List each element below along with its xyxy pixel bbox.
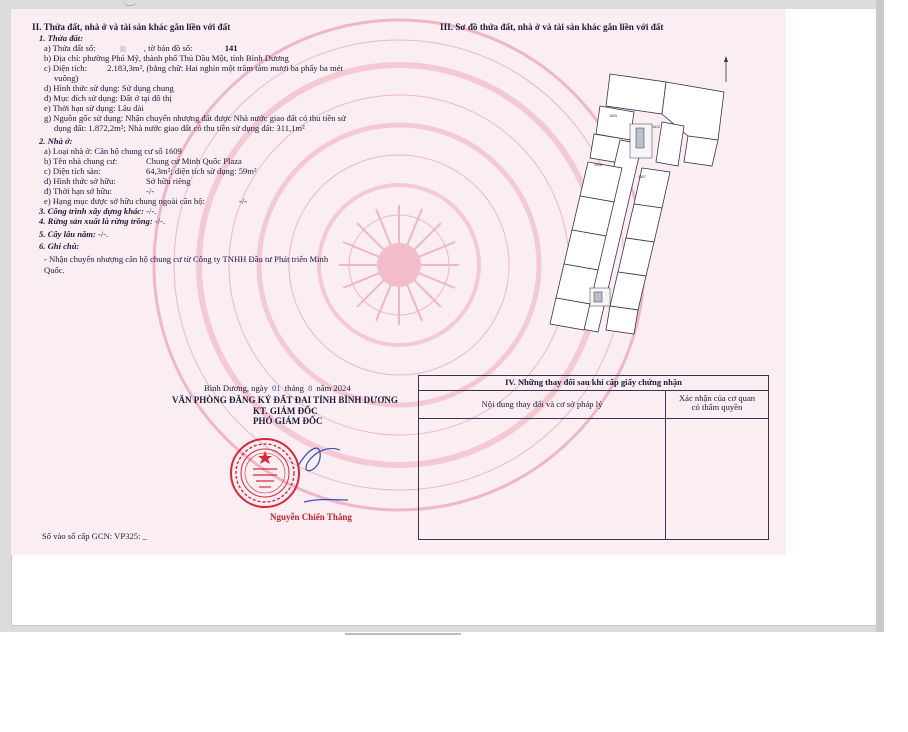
item4-label: 4. Rừng sản xuất là rừng trồng: — [39, 216, 153, 226]
register-value: _ — [142, 531, 147, 541]
land-area-label: c) Diện tích: — [44, 63, 87, 73]
section3-title: III. Sơ đồ thửa đất, nhà ở và tài sản khác gắn liền với đất — [440, 22, 664, 32]
parcel-number-label: a) Thửa đất số: — [44, 43, 96, 53]
item4-value: -/-. — [154, 216, 166, 226]
section4-title: IV. Những thay đổi sau khi cấp giấy chứng nhận — [505, 377, 682, 387]
column-confirm-line1: Xác nhận của cơ quan — [678, 393, 756, 403]
redacted-parcel-number — [120, 46, 126, 52]
house-building-label: b) Tên nhà chung cư: — [44, 156, 118, 166]
floor-plan-diagram — [538, 62, 728, 342]
signer-role-1: KT. GIÁM ĐỐC — [253, 406, 318, 416]
land-area-line — [44, 64, 343, 73]
plan-label-unit-d: 1612 — [652, 125, 660, 129]
changes-table-header-rule — [419, 418, 768, 419]
signer-name: Nguyễn Chiến Thắng — [270, 512, 352, 522]
date-day: 01 — [272, 383, 281, 393]
item3-value: -/-. — [146, 206, 157, 216]
map-sheet-number: 141 — [224, 43, 238, 53]
item3-label: 3. Công trình xây dựng khác: — [39, 206, 144, 216]
house-floor-area-value: 64,3m²; diện tích sử dụng: 59m² — [146, 166, 257, 176]
house-term-label: đ) Thời hạn sở hữu: — [44, 186, 113, 196]
date-year: năm 2024 — [316, 383, 351, 393]
house-heading: 2. Nhà ở: — [39, 136, 73, 146]
right-scrollbar[interactable] — [876, 0, 884, 632]
column-confirm-line2: có thẩm quyền — [691, 402, 743, 412]
horizontal-scroll-thumb[interactable] — [345, 633, 461, 635]
house-term-value: -/- — [146, 186, 155, 196]
item5-value: -/-. — [97, 229, 109, 239]
section2-title: II. Thửa đất, nhà ở và tài sản khác gắn liền với đất — [32, 22, 231, 32]
register-number — [42, 532, 147, 541]
house-common-label: e) Hạng mục được sở hữu chung ngoài căn hộ: — [44, 196, 205, 206]
column-changes: Nội dung thay đổi và cơ sở pháp lý — [481, 399, 603, 409]
signing-date — [204, 384, 351, 393]
signer-role-2: PHÓ GIÁM ĐỐC — [253, 416, 323, 426]
land-use-form: d) Hình thức sử dụng: Sử dụng chung — [44, 83, 174, 93]
issuing-office: VĂN PHÒNG ĐĂNG KÝ ĐẤT ĐAI TỈNH BÌNH DƯƠNG — [172, 395, 398, 405]
land-use-term: e) Thời hạn sử dụng: Lâu dài — [44, 103, 144, 113]
item5 — [39, 230, 108, 239]
land-parcel-line — [44, 44, 238, 53]
register-label: Số vào sổ cấp GCN: VP325: — [42, 531, 141, 541]
house-type: a) Loại nhà ở: Căn hộ chung cư số 1609 — [44, 146, 182, 156]
house-building-value: Chung cư Minh Quốc Plaza — [146, 156, 242, 166]
note-line2: Quốc. — [44, 265, 65, 275]
item3 — [39, 207, 156, 216]
plan-label-unit-b: 1608 — [594, 163, 602, 167]
land-address: b) Địa chỉ: phường Phú Mỹ, thành phố Thủ Dầu Một, tỉnh Bình Dương — [44, 53, 289, 63]
house-ownership-label: d) Hình thức sở hữu: — [44, 176, 116, 186]
land-area-value-cont: vuông) — [54, 73, 79, 83]
item6-label: 6. Ghi chú: — [39, 241, 80, 251]
land-origin: g) Nguồn gốc sử dụng: Nhận chuyển nhượng đất được Nhà nước giao đất có thu tiền sử — [44, 113, 346, 123]
item5-label: 5. Cây lâu năm: — [39, 229, 96, 239]
land-area-value: 2.183,3m², (bằng chữ: Hai nghìn một trăm tám mươi ba phẩy ba mét — [107, 63, 343, 73]
date-month-label: tháng — [284, 383, 304, 393]
land-use-purpose: đ) Mục đích sử dụng: Đất ở tại đô thị — [44, 93, 172, 103]
note-line1: - Nhận chuyển nhượng căn hộ chung cư từ Công ty TNHH Đầu tư Phát triển Minh — [44, 254, 329, 264]
land-origin-cont: dụng đất: 1.872,2m²; Nhà nước giao đất có thu tiền sử dụng đất: 311,1m² — [54, 123, 305, 133]
house-floor-area-label: c) Diện tích sàn: — [44, 166, 101, 176]
plan-label-unit-a: 1609 — [609, 114, 617, 118]
date-prefix: Bình Dương, ngày — [204, 383, 268, 393]
changes-table-divider — [665, 390, 666, 539]
map-sheet-label: , tờ bản đồ số: — [143, 43, 193, 53]
page-margin — [786, 9, 876, 555]
house-ownership-value: Sở hữu riêng — [146, 176, 191, 186]
item4 — [39, 217, 165, 226]
land-heading: 1. Thửa đất: — [39, 33, 84, 43]
house-common-value: -/- — [239, 196, 248, 206]
date-month: 8 — [308, 383, 313, 393]
changes-table — [418, 375, 769, 540]
plan-label-unit-c: 1607 — [638, 175, 646, 179]
